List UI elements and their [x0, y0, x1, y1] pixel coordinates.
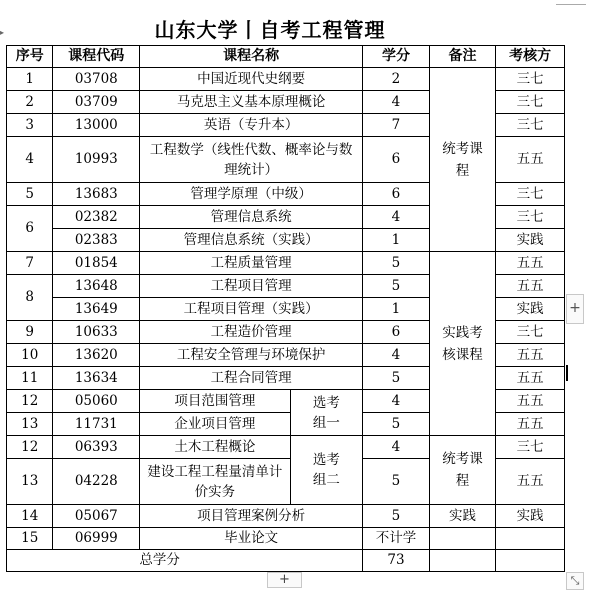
- cell-exam[interactable]: 五五: [496, 344, 565, 367]
- cell-exam[interactable]: 三七: [496, 114, 565, 137]
- cell-credit[interactable]: 5: [363, 252, 430, 275]
- cell-name[interactable]: 企业项目管理: [140, 413, 290, 436]
- cell-code[interactable]: 13634: [53, 367, 140, 390]
- cell-exam[interactable]: 五五: [496, 367, 565, 390]
- cell-code[interactable]: 03709: [53, 91, 140, 114]
- cell-code[interactable]: 03708: [53, 68, 140, 91]
- cell-credit[interactable]: 不计学: [363, 528, 430, 550]
- cell-name[interactable]: 管理学原理（中级）: [140, 183, 363, 206]
- cell-credit[interactable]: 1: [363, 298, 430, 321]
- cell-no[interactable]: 15: [7, 528, 53, 550]
- cell-name[interactable]: 工程质量管理: [140, 252, 363, 275]
- cell-exam[interactable]: 三七: [496, 206, 565, 229]
- cell-note-unified-2[interactable]: 统考课程: [429, 436, 496, 505]
- cell-no[interactable]: 1: [7, 68, 53, 91]
- cell-code[interactable]: 06999: [53, 528, 140, 550]
- cell-code[interactable]: 02383: [53, 229, 140, 252]
- cell-credit[interactable]: 7: [363, 114, 430, 137]
- cell-elective-group-2[interactable]: 选考组二: [290, 436, 363, 505]
- cell-note-unified[interactable]: 统考课程: [429, 68, 496, 252]
- text-cursor: [566, 365, 568, 381]
- cell-no[interactable]: 6: [7, 206, 53, 252]
- cell-no[interactable]: 13: [7, 413, 53, 436]
- cell-code[interactable]: 10993: [53, 137, 140, 183]
- cell-no[interactable]: 12: [7, 390, 53, 413]
- cell-code[interactable]: 13000: [53, 114, 140, 137]
- cell-name[interactable]: 管理信息系统: [140, 206, 363, 229]
- cell-code[interactable]: 13648: [53, 275, 140, 298]
- cell-exam[interactable]: 五五: [496, 413, 565, 436]
- cell-no[interactable]: 8: [7, 275, 53, 321]
- cell-credit[interactable]: 5: [363, 505, 430, 528]
- cell-exam[interactable]: 三七: [496, 321, 565, 344]
- table-anchor-icon[interactable]: ▸: [0, 28, 5, 37]
- cell-no[interactable]: 13: [7, 459, 53, 505]
- cell-exam[interactable]: 三七: [496, 68, 565, 91]
- cell-no[interactable]: 14: [7, 505, 53, 528]
- cell-code[interactable]: 06393: [53, 436, 140, 459]
- cell-note-practice-2[interactable]: 实践: [429, 505, 496, 528]
- cell-name[interactable]: 工程造价管理: [140, 321, 363, 344]
- cell-name[interactable]: 项目管理案例分析: [140, 505, 363, 528]
- cell-exam[interactable]: [496, 528, 565, 550]
- cell-code[interactable]: 02382: [53, 206, 140, 229]
- header-credit: 学分: [363, 46, 430, 68]
- cell-exam[interactable]: 实践: [496, 229, 565, 252]
- cell-name[interactable]: 建设工程工程量清单计价实务: [140, 459, 290, 505]
- cell-credit[interactable]: 4: [363, 436, 430, 459]
- cell-name[interactable]: 工程项目管理（实践）: [140, 298, 363, 321]
- cell-exam[interactable]: 三七: [496, 91, 565, 114]
- cell-no[interactable]: 12: [7, 436, 53, 459]
- cell-credit[interactable]: 4: [363, 390, 430, 413]
- cell-code[interactable]: 04228: [53, 459, 140, 505]
- cell-exam[interactable]: 五五: [496, 275, 565, 298]
- cell-name[interactable]: 工程项目管理: [140, 275, 363, 298]
- header-code: 课程代码: [53, 46, 140, 68]
- total-label[interactable]: 总学分: [7, 550, 363, 572]
- total-value[interactable]: 73: [363, 550, 430, 572]
- table-row: [7, 252, 565, 275]
- cell-name[interactable]: 中国近现代史纲要: [140, 68, 363, 91]
- cell-exam[interactable]: 五五: [496, 252, 565, 275]
- cell-elective-group-1[interactable]: 选考组一: [290, 390, 363, 436]
- cell-code[interactable]: 11731: [53, 413, 140, 436]
- cell-credit[interactable]: 2: [363, 68, 430, 91]
- cell-empty[interactable]: [429, 550, 496, 572]
- cell-credit[interactable]: 6: [363, 321, 430, 344]
- table-row: [7, 436, 565, 459]
- table-row: [7, 68, 565, 91]
- cell-name[interactable]: 土木工程概论: [140, 436, 290, 459]
- cell-empty[interactable]: [429, 528, 496, 550]
- cell-code[interactable]: 13683: [53, 183, 140, 206]
- cell-no[interactable]: 3: [7, 114, 53, 137]
- ruler-line: [556, 4, 586, 5]
- cell-exam[interactable]: 五五: [496, 137, 565, 183]
- cell-code[interactable]: 05067: [53, 505, 140, 528]
- cell-no[interactable]: 2: [7, 91, 53, 114]
- cell-credit[interactable]: 5: [363, 413, 430, 436]
- cell-credit[interactable]: 5: [363, 459, 430, 505]
- cell-name[interactable]: 管理信息系统（实践）: [140, 229, 363, 252]
- cell-no[interactable]: 11: [7, 367, 53, 390]
- cell-code[interactable]: 05060: [53, 390, 140, 413]
- table-row: [7, 505, 565, 528]
- cell-exam[interactable]: 三七: [496, 183, 565, 206]
- cell-credit[interactable]: 6: [363, 183, 430, 206]
- cell-credit[interactable]: 4: [363, 206, 430, 229]
- course-table: [6, 45, 565, 572]
- cell-credit[interactable]: 4: [363, 344, 430, 367]
- cell-no[interactable]: 4: [7, 137, 53, 183]
- cell-exam[interactable]: 五五: [496, 390, 565, 413]
- cell-credit[interactable]: 1: [363, 229, 430, 252]
- cell-no[interactable]: 10: [7, 344, 53, 367]
- resize-handle-icon[interactable]: ⤡: [566, 572, 584, 590]
- page-title: 山东大学丨自考工程管理: [154, 18, 386, 42]
- cell-no[interactable]: 5: [7, 183, 53, 206]
- cell-code[interactable]: 01854: [53, 252, 140, 275]
- header-exam: 考核方: [496, 46, 565, 68]
- add-column-button[interactable]: +: [566, 294, 584, 324]
- cell-no[interactable]: 7: [7, 252, 53, 275]
- cell-exam[interactable]: 实践: [496, 298, 565, 321]
- cell-code[interactable]: 13649: [53, 298, 140, 321]
- cell-note-practice[interactable]: 实践考核课程: [429, 252, 496, 436]
- cell-exam[interactable]: 三七: [496, 436, 565, 459]
- cell-code[interactable]: 13620: [53, 344, 140, 367]
- cell-exam[interactable]: 实践: [496, 505, 565, 528]
- cell-credit[interactable]: 5: [363, 275, 430, 298]
- header-row: [7, 46, 565, 68]
- cell-name[interactable]: 工程数学（线性代数、概率论与数理统计）: [140, 137, 363, 183]
- header-no: 序号: [7, 46, 53, 68]
- cell-code[interactable]: 10633: [53, 321, 140, 344]
- cell-exam[interactable]: 五五: [496, 459, 565, 505]
- cell-no[interactable]: 9: [7, 321, 53, 344]
- header-note: 备注: [429, 46, 496, 68]
- cell-name[interactable]: 工程安全管理与环境保护: [140, 344, 363, 367]
- cell-credit[interactable]: 4: [363, 91, 430, 114]
- add-row-button[interactable]: +: [267, 572, 302, 588]
- total-row: [7, 550, 565, 572]
- cell-name[interactable]: 马克思主义基本原理概论: [140, 91, 363, 114]
- cell-name[interactable]: 英语（专升本）: [140, 114, 363, 137]
- cell-name[interactable]: 工程合同管理: [140, 367, 363, 390]
- cell-credit[interactable]: 5: [363, 367, 430, 390]
- cell-credit[interactable]: 6: [363, 137, 430, 183]
- header-name: 课程名称: [140, 46, 363, 68]
- cell-empty[interactable]: [496, 550, 565, 572]
- cell-name[interactable]: 项目范围管理: [140, 390, 290, 413]
- table-row: [7, 528, 565, 550]
- cell-name[interactable]: 毕业论文: [140, 528, 363, 550]
